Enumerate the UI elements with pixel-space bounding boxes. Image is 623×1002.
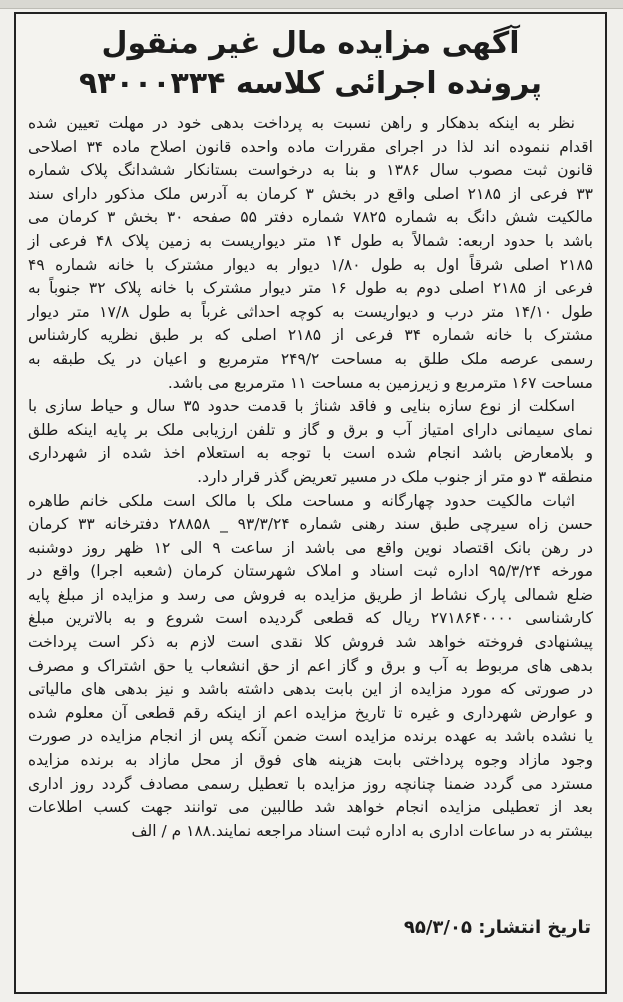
publication-date: تاریخ انتشار: ۹۵/۳/۰۵ <box>403 917 591 938</box>
scan-top-edge <box>0 0 623 9</box>
body-line: در رهن بانک اقتصاد نوین واقع می باشد از ساعت ۹ الی ۱۲ ظهر روز دوشنبه <box>28 538 593 557</box>
body-line: مورخه ۹۵/۳/۲۴ اداره ثبت اسناد و املاک شهرستان کرمان (شعبه اجرا) واقع در <box>28 562 593 581</box>
body-line: بعد از تعطیلی مزایده انجام خواهد شد طالبین می توانند جهت کسب اطلاعات <box>28 798 593 817</box>
body-line: نمای سیمانی دارای امتیاز آب و برق و گاز و تلفن ارزیابی ملک بر پایه اینکه طلق <box>28 420 593 439</box>
body-line: حسن زاه سیرچی طبق سند رهنی شماره ۹۳/۳/۲۴ _ ۲۸۸۵۸ دفترخانه ۳۳ کرمان <box>28 515 594 534</box>
body-line: مشترک با خانه شماره ۳۴ فرعی از ۲۱۸۵ اصلی که بر طبق نظریه کارشناس <box>28 326 593 345</box>
body-line: وجود مازاد وجوه پرداختی بابت هزینه های فوق از محل مازاد به برنده مزایده <box>28 751 593 770</box>
case-number: پرونده اجرائی کلاسه ۹۳۰۰۰۳۳۴ <box>78 66 543 101</box>
body-line: مسترد می گردد ضمنا چنانچه روز مزایده با تعطیل رسمی مصادف گردد روز اداری <box>28 774 593 793</box>
body-line: و عوارض شهرداری و غیره تا تاریخ مزایده اعم از اینکه رقم قطعی آن معلوم شده <box>28 703 593 722</box>
body-line: مساحت ۱۶۷ مترمربع و زیرزمین به مساحت ۱۱ مترمربع می باشد. <box>167 373 593 392</box>
body-line: یا نشده باشد به عهده برنده مزایده است ضمن آنکه پس از انجام مزایده در صورت <box>28 727 593 746</box>
body-line: در صورتی که مورد مزایده از این بابت بدهی داشته باشد و نیز بدهی های مالیاتی <box>28 680 593 699</box>
body-line: بدهی های مربوط به آب و برق و گاز اعم از حق انشعاب یا حق اشتراک و مصرف <box>28 656 593 675</box>
body-line: باشد با حدود اربعه: شمالاً به طول ۱۴ متر دیواریست به زمین پلاک ۴۸ فرعی از <box>28 231 593 250</box>
body-line: ضلع شمالی پارک نشاط از طریق مزایده به فروش می رسد و مزایده از مبلغ پایه <box>28 585 593 604</box>
body-line: فرعی از ۲۱۸۵ اصلی دوم به طول ۱۶ متر دیوار مشترک با خانه پلاک ۳۲ جنوباً به <box>28 279 594 298</box>
body-line: اقدام ننموده اند لذا در اجرای مقررات ماده واحده قانون اصلاح ماده ۳۴ اصلاحی <box>28 137 593 156</box>
body-line: پیشنهادی فروخته خواهد شد فروش کلا نقدی است لازم به ذکر است پرداخت <box>28 633 593 652</box>
body-line: ۳۳ فرعی از ۲۱۸۵ اصلی واقع در بخش ۳ کرمان به آدرس ملک مذکور دارای سند <box>28 184 594 203</box>
body-line: و بلامعارض باشد انجام شده است با توجه به استعلام اخذ شده از شهرداری <box>28 444 593 463</box>
notice-title: آگهی مزایده مال غیر منقول <box>101 26 520 61</box>
body-line: قانون ثبت مصوب سال ۱۳۸۶ و بنا به درخواست بستانکار ششدانگ پلاک شماره <box>28 161 593 180</box>
body-line: نظر به اینکه بدهکار و راهن نسبت به پرداخت بدهی خود در مهلت تعیین شده <box>28 114 575 132</box>
body-line: طول ۱۴/۱۰ متر درب و دیواریست به کوچه احداثی غرباً به طول ۱۷/۸ متر دیوار <box>28 302 593 321</box>
body-line: مالکیت شش دانگ به شماره ۷۸۲۵ شماره دفتر ۵۵ صفحه ۳۰ بخش ۳ کرمان می <box>28 208 594 227</box>
body-line: اسکلت از نوع سازه بنایی و فاقد شناژ با قدمت حدود ۳۵ سال و حیاط سازی با <box>28 397 575 416</box>
notice-frame <box>14 12 607 994</box>
body-line: بیشتر به در ساعات اداری به اداره ثبت اسناد مراجعه نمایند.۱۸۸ م / الف <box>131 821 593 840</box>
body-line: رسمی عرصه ملک طلق به مساحت ۲۴۹/۲ مترمربع و اعیان در یک طبقه به <box>28 349 594 368</box>
body-line: ۲۱۸۵ اصلی شرقاً اول به طول ۱/۸۰ دیوار به دیوار مشترک با خانه شماره ۴۹ <box>28 255 593 274</box>
body-line: منطقه ۳ دو متر از جنوب ملک در مسیر تعریض گذر قرار دارد. <box>197 467 593 486</box>
body-line: اثبات مالکیت حدود چهارگانه و مساحت ملک با مالک است ملکی خانم طاهره <box>28 491 575 510</box>
body-line: کارشناسی ۲۷۱۸۶۴۰۰۰۰ ریال که قطعی گردیده است شروع و به بالاترین مبلغ <box>28 609 594 628</box>
notice-body <box>16 104 605 843</box>
